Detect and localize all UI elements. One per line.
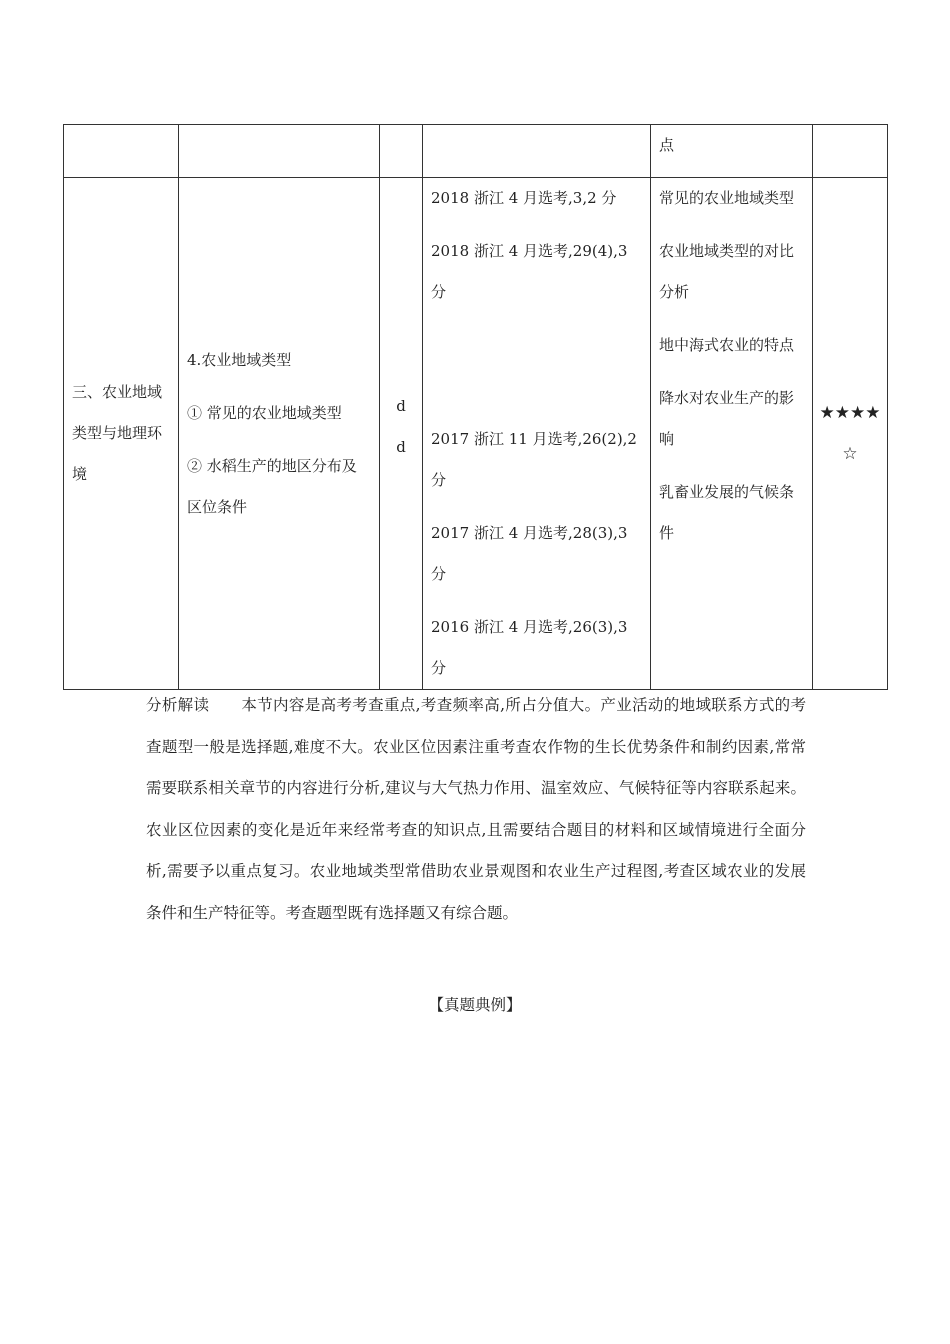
exam-item: 2016 浙江 4 月选考,26(3),3 分 bbox=[431, 618, 628, 677]
feature-tail-text: 点 bbox=[659, 136, 675, 154]
feature-item: 地中海式农业的特点 bbox=[659, 336, 795, 354]
star-rating-empty: ☆ bbox=[842, 443, 858, 464]
cell-empty bbox=[423, 125, 651, 178]
analysis-label: 分析解读 bbox=[146, 696, 210, 714]
cell-empty bbox=[813, 125, 888, 178]
analysis-text: 本节内容是高考考查重点,考查频率高,所占分值大。产业活动的地域联系方式的考查题型一般是选择题,难度不大。农业区位因素注重考查农作物的生长优势条件和制约因素,常常需要联系相关章节的内容进行分析,建议与大气热力作用、温室效应、气候特征等内容联系起来。农业区位因素的变化是近年来经常考查的知识点,且需要结合题目的材料和区域情境进行全面分析,需要予以重点复习。农业地域类型常借助农业景观图和农业生产过程图,考查区域农业的发展条件和生产特征等。考查题型既有选择题又有综合题。 bbox=[146, 696, 806, 922]
exam-item: 2018 浙江 4 月选考,3,2 分 bbox=[431, 189, 617, 207]
syllabus-table bbox=[63, 124, 888, 690]
exam-item: 2018 浙江 4 月选考,29(4),3 分 bbox=[431, 242, 628, 301]
star-rating-filled: ★★★★ bbox=[819, 402, 881, 423]
exam-item: 2017 浙江 4 月选考,28(3),3 分 bbox=[431, 524, 628, 583]
content-item: ② 水稻生产的地区分布及区位条件 bbox=[187, 456, 357, 516]
exam-item: 2017 浙江 11 月选考,26(2),2 分 bbox=[431, 430, 637, 489]
table-row bbox=[64, 178, 888, 690]
analysis-paragraph bbox=[146, 685, 806, 934]
section-cell bbox=[64, 178, 179, 690]
level-value: d bbox=[396, 396, 406, 415]
section-title: 三、农业地域类型与地理环境 bbox=[72, 383, 163, 483]
content-cell bbox=[179, 178, 380, 690]
feature-item: 乳畜业发展的气候条件 bbox=[659, 483, 795, 542]
feature-item: 常见的农业地域类型 bbox=[659, 189, 795, 207]
section-heading: 【真题典例】 bbox=[428, 996, 522, 1014]
cell-empty bbox=[64, 125, 179, 178]
level-value: d bbox=[396, 437, 406, 456]
feature-item: 农业地域类型的对比分析 bbox=[659, 242, 795, 301]
feature-cell bbox=[651, 178, 813, 690]
exam-cell bbox=[423, 178, 651, 690]
rating-cell bbox=[813, 178, 888, 690]
content-item: ① 常见的农业地域类型 bbox=[187, 403, 342, 422]
cell-empty bbox=[179, 125, 380, 178]
content-title: 4.农业地域类型 bbox=[187, 350, 292, 369]
feature-cell-tail bbox=[651, 125, 813, 178]
level-cell bbox=[380, 178, 423, 690]
table-row-continuation bbox=[64, 125, 888, 178]
feature-item: 降水对农业生产的影响 bbox=[659, 389, 795, 448]
cell-empty bbox=[380, 125, 423, 178]
